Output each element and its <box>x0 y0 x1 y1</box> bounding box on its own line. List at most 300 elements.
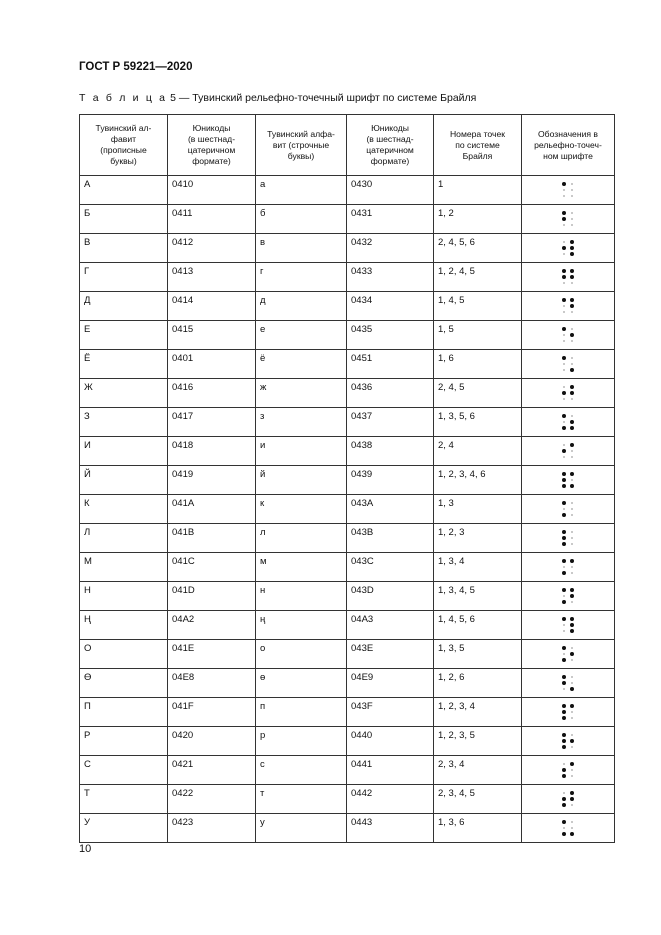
header-upper-codes: Юникоды (в шестнад- цатеричном формате) <box>168 115 256 176</box>
braille-table <box>79 114 615 843</box>
cell-upper-code-text: 041D <box>172 585 195 596</box>
cell-lower-letter-text: р <box>260 730 266 741</box>
cell-lower-code-text: 0438 <box>351 440 373 451</box>
braille-dot-3 <box>563 688 565 690</box>
cell-braille-symbol <box>522 350 615 379</box>
cell-upper-letter <box>80 350 168 379</box>
cell-braille-symbol <box>522 553 615 582</box>
cell-lower-code <box>347 727 434 756</box>
cell-lower-letter <box>256 785 347 814</box>
cell-dot-numbers-text: 2, 4 <box>438 440 454 451</box>
braille-dot-5 <box>571 827 573 829</box>
table-row <box>80 234 615 263</box>
braille-dot-6 <box>570 629 574 633</box>
cell-dot-numbers <box>434 814 522 843</box>
cell-lower-letter-text: н <box>260 585 266 596</box>
braille-dot-3 <box>563 195 565 197</box>
cell-upper-letter-text: О <box>84 643 92 654</box>
braille-dot-2 <box>563 827 565 829</box>
table-body <box>80 176 615 843</box>
cell-upper-code-text: 04E8 <box>172 672 195 683</box>
braille-dot-4 <box>570 298 574 302</box>
cell-lower-letter-text: з <box>260 411 265 422</box>
cell-lower-letter-text: м <box>260 556 267 567</box>
braille-dot-4 <box>570 588 574 592</box>
cell-upper-code <box>168 640 256 669</box>
braille-dot-2 <box>562 739 566 743</box>
cell-braille-symbol <box>522 524 615 553</box>
braille-cell <box>562 414 575 431</box>
cell-lower-letter-text: л <box>260 527 266 538</box>
cell-dot-numbers-text: 2, 3, 4 <box>438 759 465 770</box>
cell-dot-numbers <box>434 234 522 263</box>
cell-lower-code-text: 043A <box>351 498 374 509</box>
cell-upper-letter <box>80 263 168 292</box>
braille-dot-4 <box>570 559 574 563</box>
braille-dot-6 <box>571 746 573 748</box>
cell-lower-code-text: 0432 <box>351 237 373 248</box>
braille-dot-1 <box>563 241 565 243</box>
cell-upper-code-text: 041A <box>172 498 195 509</box>
braille-dot-6 <box>570 832 574 836</box>
braille-dot-2 <box>562 478 566 482</box>
braille-dot-4 <box>570 385 574 389</box>
braille-dot-3 <box>562 542 566 546</box>
braille-dot-3 <box>563 398 565 400</box>
cell-upper-letter <box>80 466 168 495</box>
cell-upper-letter <box>80 437 168 466</box>
cell-lower-code-text: 0431 <box>351 208 373 219</box>
cell-lower-code-text: 0439 <box>351 469 373 480</box>
cell-lower-code-text: 043E <box>351 643 374 654</box>
cell-lower-letter <box>256 205 347 234</box>
cell-braille-symbol <box>522 611 615 640</box>
braille-dot-5 <box>571 479 573 481</box>
braille-dot-1 <box>563 386 565 388</box>
braille-dot-5 <box>571 508 573 510</box>
cell-lower-letter <box>256 379 347 408</box>
table-row <box>80 785 615 814</box>
cell-lower-letter-text: г <box>260 266 264 277</box>
page-number: 10 <box>79 843 92 855</box>
cell-upper-letter <box>80 698 168 727</box>
cell-upper-letter-text: Ж <box>84 382 93 393</box>
cell-lower-code <box>347 669 434 698</box>
cell-lower-letter-text: ж <box>260 382 267 393</box>
cell-lower-letter <box>256 176 347 205</box>
cell-upper-code <box>168 495 256 524</box>
cell-upper-letter-text: Н <box>84 585 91 596</box>
cell-lower-code <box>347 756 434 785</box>
braille-dot-2 <box>562 449 566 453</box>
cell-upper-code-text: 0423 <box>172 817 194 828</box>
cell-upper-letter-text: Т <box>84 788 90 799</box>
cell-upper-code-text: 0401 <box>172 353 194 364</box>
braille-dot-2 <box>562 797 566 801</box>
braille-dot-2 <box>563 363 565 365</box>
cell-lower-code-text: 0433 <box>351 266 373 277</box>
cell-braille-symbol <box>522 466 615 495</box>
braille-cell <box>562 646 575 663</box>
cell-upper-code <box>168 553 256 582</box>
braille-dot-3 <box>562 716 566 720</box>
cell-upper-letter <box>80 321 168 350</box>
cell-dot-numbers-text: 1, 2 <box>438 208 454 219</box>
braille-dot-2 <box>563 653 565 655</box>
cell-upper-letter-text: Е <box>84 324 91 335</box>
braille-cell <box>562 298 575 315</box>
braille-dot-6 <box>571 282 573 284</box>
cell-upper-letter <box>80 524 168 553</box>
braille-dot-5 <box>571 218 573 220</box>
cell-lower-code <box>347 176 434 205</box>
cell-upper-code <box>168 582 256 611</box>
cell-dot-numbers <box>434 205 522 234</box>
braille-dot-1 <box>562 298 566 302</box>
braille-dot-1 <box>562 559 566 563</box>
cell-lower-code-text: 043B <box>351 527 374 538</box>
cell-lower-letter <box>256 350 347 379</box>
table-caption-prefix: Т а б л и ц а <box>79 92 168 104</box>
cell-upper-code-text: 0412 <box>172 237 194 248</box>
braille-dot-5 <box>570 275 574 279</box>
braille-dot-5 <box>570 594 574 598</box>
cell-upper-code-text: 0411 <box>172 208 193 219</box>
braille-cell <box>562 820 575 837</box>
cell-lower-code <box>347 495 434 524</box>
cell-dot-numbers <box>434 495 522 524</box>
cell-lower-letter <box>256 234 347 263</box>
cell-braille-symbol <box>522 669 615 698</box>
cell-dot-numbers <box>434 176 522 205</box>
cell-lower-letter <box>256 611 347 640</box>
cell-braille-symbol <box>522 234 615 263</box>
cell-upper-letter-text: В <box>84 237 91 248</box>
cell-lower-letter <box>256 524 347 553</box>
braille-dot-6 <box>570 368 574 372</box>
braille-dot-4 <box>571 183 573 185</box>
cell-upper-code-text: 0414 <box>172 295 194 306</box>
cell-lower-code <box>347 263 434 292</box>
cell-dot-numbers <box>434 524 522 553</box>
cell-upper-letter <box>80 582 168 611</box>
cell-upper-code-text: 04A2 <box>172 614 195 625</box>
cell-upper-letter <box>80 814 168 843</box>
cell-upper-letter-text: У <box>84 817 91 828</box>
cell-lower-code <box>347 524 434 553</box>
cell-dot-numbers <box>434 669 522 698</box>
table-row <box>80 524 615 553</box>
cell-lower-code-text: 043D <box>351 585 374 596</box>
braille-dot-1 <box>562 530 566 534</box>
table-row <box>80 408 615 437</box>
cell-upper-letter-text: Ө <box>84 672 92 683</box>
cell-lower-letter-text: п <box>260 701 266 712</box>
cell-lower-letter <box>256 495 347 524</box>
braille-dot-6 <box>571 195 573 197</box>
cell-upper-letter-text: А <box>84 179 91 190</box>
braille-dot-2 <box>562 391 566 395</box>
table-row <box>80 669 615 698</box>
cell-upper-letter <box>80 727 168 756</box>
cell-lower-code <box>347 234 434 263</box>
cell-upper-letter <box>80 785 168 814</box>
cell-dot-numbers-text: 1, 6 <box>438 353 454 364</box>
cell-upper-letter-text: М <box>84 556 92 567</box>
braille-dot-6 <box>571 456 573 458</box>
cell-dot-numbers-text: 1, 3, 4, 5 <box>438 585 475 596</box>
cell-upper-code-text: 0410 <box>172 179 194 190</box>
braille-dot-6 <box>571 572 573 574</box>
braille-dot-5 <box>571 769 573 771</box>
cell-lower-letter-text: й <box>260 469 266 480</box>
braille-dot-6 <box>571 398 573 400</box>
table-row <box>80 292 615 321</box>
cell-lower-letter <box>256 437 347 466</box>
braille-dot-6 <box>571 775 573 777</box>
cell-upper-letter-text: С <box>84 759 91 770</box>
table-row <box>80 582 615 611</box>
cell-lower-code-text: 0437 <box>351 411 373 422</box>
cell-braille-symbol <box>522 263 615 292</box>
cell-lower-letter-text: ё <box>260 353 266 364</box>
cell-lower-letter <box>256 698 347 727</box>
table-row <box>80 437 615 466</box>
cell-upper-code-text: 041F <box>172 701 194 712</box>
cell-upper-letter-text: Д <box>84 295 91 306</box>
cell-dot-numbers <box>434 379 522 408</box>
braille-dot-4 <box>571 415 573 417</box>
braille-dot-6 <box>571 601 573 603</box>
braille-dot-5 <box>570 623 574 627</box>
braille-dot-5 <box>571 189 573 191</box>
braille-dot-3 <box>563 456 565 458</box>
cell-upper-code <box>168 785 256 814</box>
cell-lower-letter-text: д <box>260 295 266 306</box>
cell-braille-symbol <box>522 582 615 611</box>
braille-dot-1 <box>562 704 566 708</box>
braille-dot-6 <box>571 659 573 661</box>
cell-dot-numbers-text: 1, 2, 3, 4, 6 <box>438 469 486 480</box>
cell-lower-letter <box>256 263 347 292</box>
cell-lower-letter-text: и <box>260 440 266 451</box>
cell-lower-letter <box>256 669 347 698</box>
cell-lower-code <box>347 582 434 611</box>
table-header-row <box>80 115 615 176</box>
cell-braille-symbol <box>522 292 615 321</box>
cell-braille-symbol <box>522 756 615 785</box>
cell-upper-letter <box>80 611 168 640</box>
braille-dot-4 <box>570 269 574 273</box>
cell-upper-code-text: 0420 <box>172 730 194 741</box>
braille-dot-1 <box>562 501 566 505</box>
braille-dot-2 <box>562 217 566 221</box>
braille-dot-3 <box>562 774 566 778</box>
cell-lower-code-text: 043C <box>351 556 374 567</box>
cell-lower-letter <box>256 582 347 611</box>
braille-dot-1 <box>563 792 565 794</box>
cell-upper-letter <box>80 756 168 785</box>
braille-dot-4 <box>570 791 574 795</box>
cell-upper-code <box>168 205 256 234</box>
braille-dot-2 <box>562 681 566 685</box>
cell-lower-letter-text: ө <box>260 672 266 683</box>
braille-dot-1 <box>562 182 566 186</box>
braille-dot-4 <box>570 617 574 621</box>
cell-lower-code <box>347 379 434 408</box>
table-row <box>80 176 615 205</box>
table-row <box>80 350 615 379</box>
braille-dot-4 <box>570 704 574 708</box>
cell-dot-numbers-text: 1, 3 <box>438 498 454 509</box>
cell-lower-code <box>347 785 434 814</box>
braille-dot-1 <box>562 211 566 215</box>
braille-dot-1 <box>562 414 566 418</box>
cell-upper-code-text: 0415 <box>172 324 194 335</box>
braille-cell <box>562 762 575 779</box>
cell-lower-letter-text: у <box>260 817 265 828</box>
cell-upper-code <box>168 408 256 437</box>
cell-dot-numbers <box>434 350 522 379</box>
cell-upper-code-text: 0418 <box>172 440 194 451</box>
cell-upper-code <box>168 379 256 408</box>
cell-upper-code <box>168 263 256 292</box>
braille-cell <box>562 530 575 547</box>
cell-braille-symbol <box>522 814 615 843</box>
cell-lower-letter-text: в <box>260 237 266 248</box>
cell-upper-code-text: 0416 <box>172 382 194 393</box>
cell-lower-code-text: 0440 <box>351 730 373 741</box>
braille-dot-1 <box>562 588 566 592</box>
braille-dot-1 <box>562 472 566 476</box>
cell-upper-code <box>168 321 256 350</box>
cell-upper-code-text: 0421 <box>172 759 194 770</box>
cell-upper-letter <box>80 379 168 408</box>
cell-lower-code-text: 04A3 <box>351 614 374 625</box>
braille-cell <box>562 501 575 518</box>
braille-cell <box>562 675 575 692</box>
cell-upper-letter <box>80 640 168 669</box>
braille-cell <box>562 443 575 460</box>
document-header: ГОСТ Р 59221—2020 <box>79 61 193 73</box>
cell-upper-letter-text: Р <box>84 730 91 741</box>
braille-dot-5 <box>571 450 573 452</box>
braille-dot-4 <box>571 212 573 214</box>
braille-dot-6 <box>570 252 574 256</box>
braille-dot-3 <box>562 745 566 749</box>
cell-lower-code <box>347 611 434 640</box>
braille-dot-4 <box>571 734 573 736</box>
cell-lower-letter-text: с <box>260 759 265 770</box>
braille-dot-5 <box>570 739 574 743</box>
cell-upper-letter <box>80 553 168 582</box>
cell-dot-numbers <box>434 553 522 582</box>
cell-upper-code <box>168 698 256 727</box>
cell-dot-numbers-text: 1, 2, 3, 5 <box>438 730 475 741</box>
cell-lower-code-text: 0441 <box>351 759 373 770</box>
braille-cell <box>562 211 575 228</box>
cell-dot-numbers <box>434 582 522 611</box>
cell-dot-numbers-text: 1, 3, 5, 6 <box>438 411 475 422</box>
cell-braille-symbol <box>522 727 615 756</box>
cell-upper-code-text: 0419 <box>172 469 194 480</box>
braille-cell <box>562 588 575 605</box>
braille-dot-4 <box>571 647 573 649</box>
braille-dot-4 <box>571 821 573 823</box>
braille-dot-2 <box>562 275 566 279</box>
cell-upper-letter-text: Г <box>84 266 90 277</box>
braille-dot-6 <box>571 717 573 719</box>
cell-braille-symbol <box>522 205 615 234</box>
cell-lower-letter-text: т <box>260 788 265 799</box>
cell-dot-numbers-text: 2, 4, 5 <box>438 382 465 393</box>
braille-cell <box>562 182 575 199</box>
header-lower-codes: Юникоды (в шестнад- цатеричном формате) <box>347 115 434 176</box>
table-row <box>80 640 615 669</box>
braille-dot-2 <box>563 189 565 191</box>
table-row <box>80 756 615 785</box>
header-upper-letters: Тувинский ал- фавит (прописные буквы) <box>80 115 168 176</box>
braille-cell <box>562 472 575 489</box>
cell-dot-numbers-text: 1, 2, 6 <box>438 672 465 683</box>
braille-dot-3 <box>562 803 566 807</box>
cell-lower-letter-text: ң <box>260 614 266 625</box>
cell-upper-letter-text: Ң <box>84 614 91 625</box>
braille-dot-2 <box>562 710 566 714</box>
braille-dot-4 <box>570 762 574 766</box>
braille-dot-6 <box>571 224 573 226</box>
cell-lower-code <box>347 350 434 379</box>
cell-braille-symbol <box>522 698 615 727</box>
cell-lower-letter-text: о <box>260 643 266 654</box>
table-row <box>80 727 615 756</box>
cell-dot-numbers <box>434 466 522 495</box>
cell-lower-letter-text: б <box>260 208 266 219</box>
braille-dot-2 <box>563 334 565 336</box>
cell-lower-code-text: 0451 <box>351 353 373 364</box>
cell-upper-letter-text: Б <box>84 208 91 219</box>
braille-dot-6 <box>571 514 573 516</box>
cell-dot-numbers <box>434 785 522 814</box>
cell-upper-code <box>168 727 256 756</box>
cell-dot-numbers <box>434 408 522 437</box>
cell-upper-letter <box>80 408 168 437</box>
braille-cell <box>562 559 575 576</box>
braille-dot-5 <box>570 420 574 424</box>
braille-dot-3 <box>562 484 566 488</box>
table-row <box>80 698 615 727</box>
cell-lower-letter <box>256 727 347 756</box>
cell-lower-code-text: 0436 <box>351 382 373 393</box>
table-row <box>80 814 615 843</box>
cell-dot-numbers <box>434 437 522 466</box>
cell-lower-code-text: 04E9 <box>351 672 374 683</box>
header-dot-numbers: Номера точек по системе Брайля <box>434 115 522 176</box>
cell-upper-letter <box>80 205 168 234</box>
table-row <box>80 263 615 292</box>
cell-dot-numbers <box>434 321 522 350</box>
cell-lower-code <box>347 408 434 437</box>
braille-dot-1 <box>563 763 565 765</box>
braille-dot-6 <box>570 687 574 691</box>
cell-upper-code <box>168 350 256 379</box>
braille-dot-5 <box>570 652 574 656</box>
braille-cell <box>562 733 575 750</box>
cell-dot-numbers-text: 1, 3, 5 <box>438 643 465 654</box>
braille-cell <box>562 791 575 808</box>
braille-dot-4 <box>571 531 573 533</box>
braille-dot-3 <box>562 658 566 662</box>
